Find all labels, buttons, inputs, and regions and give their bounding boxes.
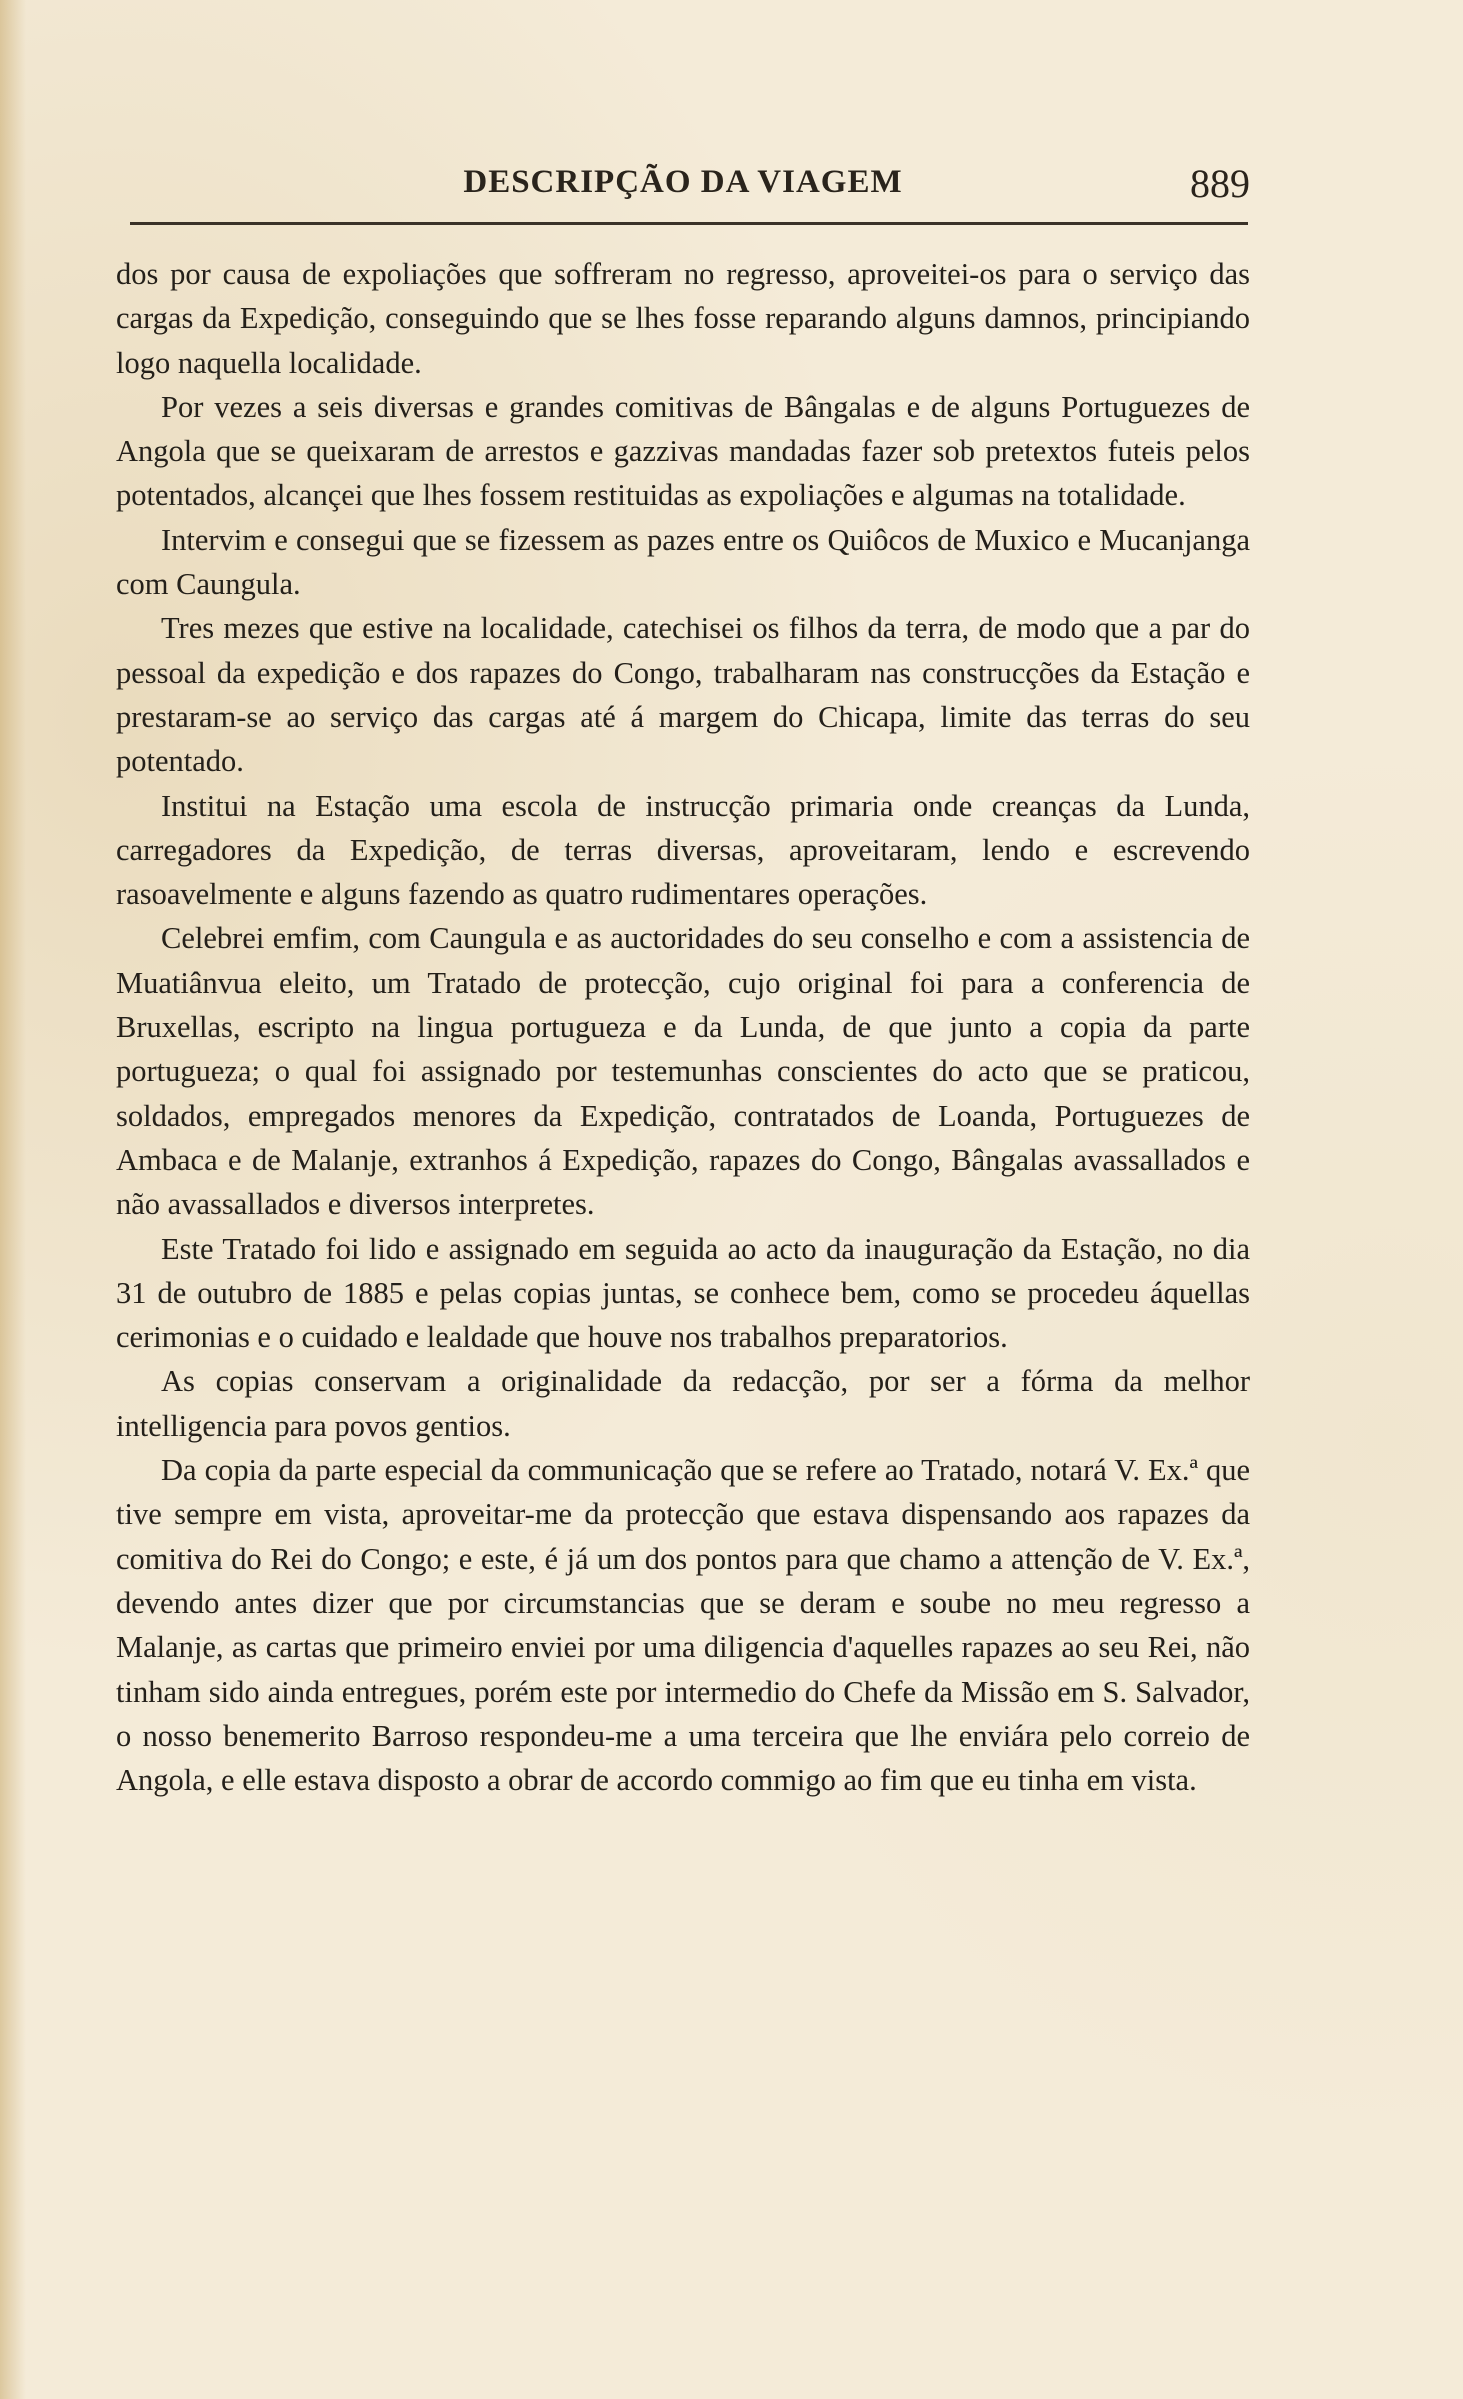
paragraph: Por vezes a seis diversas e grandes comitivas de Bângalas e de alguns Portuguezes de Angola que se queixaram de arrestos e gazzivas mandadas fazer sob pretextos futeis pelos potentados, alcançei que lhes fossem restituidas as expoliações e algumas na totalidade. bbox=[116, 389, 1250, 513]
paragraph: As copias conservam a originalidade da redacção, por ser a fórma da melhor intelligencia para povos gentios. bbox=[116, 1364, 1250, 1443]
paragraph: Intervim e consegui que se fizessem as pazes entre os Quiôcos de Muxico e Mucanjanga com Caungula. bbox=[116, 522, 1250, 602]
paragraph: Institui na Estação uma escola de instrucção primaria onde creanças da Lunda, carregadores da Expedição, de terras diversas, aproveitaram, lendo e escrevendo rasoavelmente e alguns fazendo as quatro rudimentares operações. bbox=[116, 788, 1250, 912]
paragraph: Este Tratado foi lido e assignado em seguida ao acto da inauguração da Estação, no dia 31 de outubro de 1885 e pelas copias juntas, se conhece bem, como se procedeu áquellas cerimonias e o cuidado e lealdade que houve nos trabalhos preparatorios. bbox=[116, 1231, 1250, 1355]
header-rule bbox=[130, 222, 1248, 225]
paragraph: Da copia da parte especial da communicação que se refere ao Tratado, notará V. Ex.ª que tive sempre em vista, aproveitar-me da protecção que estava dispensando aos rapazes da comitiva do Rei do Congo; e este, é já um dos pontos para que chamo a attenção de V. Ex.ª, devendo antes dizer que por circumstancias que se deram e soube no meu regresso a Malanje, as cartas que primeiro enviei por uma diligencia d'aquelles rapazes ao seu Rei, não tinham sido ainda entregues, porém este por intermedio do Chefe da Missão em S. Salvador, o nosso benemerito Barroso respondeu-me a uma terceira que lhe enviára pelo correio de Angola, e elle estava disposto a obrar de accordo commigo ao fim que eu tinha em vista. bbox=[116, 1453, 1250, 1798]
page-number: 889 bbox=[1190, 161, 1250, 206]
paragraph: Tres mezes que estive na localidade, catechisei os filhos da terra, de modo que a par do pessoal da expedição e dos rapazes do Congo, trabalharam nas construcções da Estação e prestaram-se ao serviço das cargas até á margem do Chicapa, limite das terras do seu potentado. bbox=[116, 611, 1250, 779]
paragraph: dos por causa de expoliações que soffreram no regresso, aproveitei-os para o serviço das cargas da Expedição, conseguindo que se lhes fosse reparando alguns damnos, principiando logo naquella localidade. bbox=[116, 257, 1250, 380]
paragraph: Celebrei emfim, com Caungula e as auctoridades do seu conselho e com a assistencia de Muatiânvua eleito, um Tratado de protecção, cujo original foi para a conferencia de Bruxellas, escripto na lingua portugueza e da Lunda, de que junto a copia da parte portugueza; o qual foi assignado por testemunhas conscientes do acto que se praticou, soldados, empregados menores da Expedição, contratados de Loanda, Portuguezes de Ambaca e de Malanje, extranhos á Expedição, rapazes do Congo, Bângalas avassallados e não avassallados e diversos interpretes. bbox=[116, 921, 1250, 1222]
page-gutter-shadow bbox=[0, 0, 26, 2399]
running-title: DESCRIPÇÃO DA VIAGEM bbox=[463, 164, 903, 200]
page-header bbox=[116, 160, 1250, 220]
body-text bbox=[116, 252, 1250, 1802]
